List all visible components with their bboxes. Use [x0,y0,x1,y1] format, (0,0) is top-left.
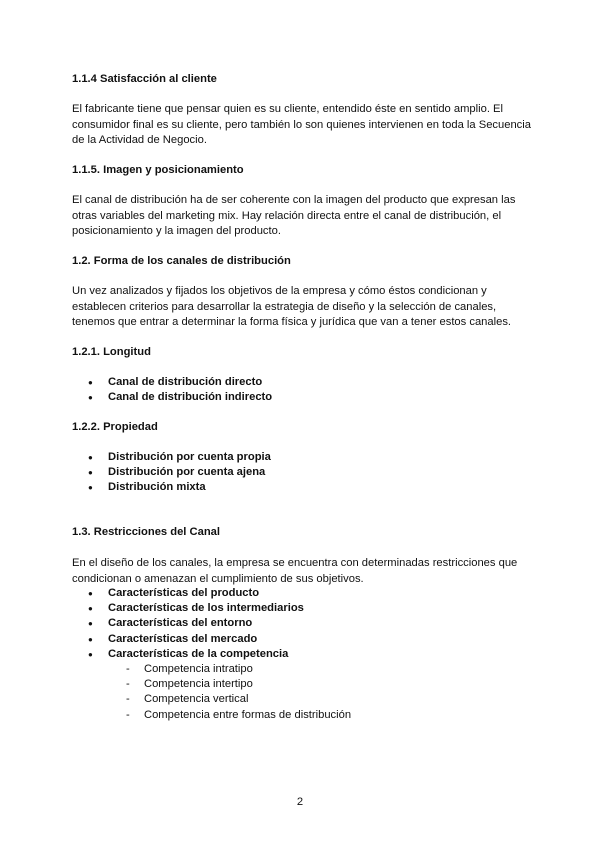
heading-1-1-4: 1.1.4 Satisfacción al cliente [72,73,217,85]
list-item: ● Características de los intermediarios [72,601,304,616]
heading-1-2-2: 1.2.2. Propiedad [72,421,158,433]
dash-list-competencia [72,662,351,723]
bullet-list-propiedad [72,450,271,496]
paragraph-1-3 [72,556,532,587]
list-item: ● Características de la competencia [72,647,304,662]
list-item: ● Distribución por cuenta propia [72,450,271,465]
list-item: ● Características del entorno [72,616,304,631]
paragraph-line: otras variables del marketing mix. Hay relación directa entre el canal de distribución, el [72,209,502,222]
paragraph-line: El canal de distribución ha de ser coherente con la imagen del producto que expresan las [72,194,516,206]
heading-1-2: 1.2. Forma de los canales de distribución [72,255,291,267]
sub-list-item: - Competencia intertipo [72,677,351,692]
sub-list-item: - Competencia vertical [72,692,351,707]
paragraph-line: posicionamiento y la imagen del producto. [72,225,281,237]
list-item: ● Distribución mixta [72,480,271,495]
paragraph-line: de la Actividad de Negocio. [72,134,207,146]
list-item: ● Características del mercado [72,632,304,647]
bullet-list-restricciones [72,586,304,662]
paragraph-line: En el diseño de los canales, la empresa se encuentra con determinadas restricciones que [72,557,518,569]
heading-1-2-1: 1.2.1. Longitud [72,346,151,358]
paragraph-line: establecen criterios para desarrollar la estrategia de diseño y la selección de canales, [72,300,497,313]
paragraph-line: El fabricante tiene que pensar quien es su cliente, entendido éste en sentido amplio. El [72,103,504,115]
list-item: ● Canal de distribución indirecto [72,390,272,405]
paragraph-line: consumidor final es su cliente, pero también lo son quienes intervienen en toda la Secuencia [72,118,531,131]
paragraph-line: Un vez analizados y fijados los objetivos de la empresa y cómo éstos condicionan y [72,285,487,297]
paragraph-1-1-5 [72,193,532,240]
sub-list-item: - Competencia entre formas de distribución [72,708,351,723]
heading-1-1-5: 1.1.5. Imagen y posicionamiento [72,164,244,176]
paragraph-1-1-4 [72,102,532,149]
heading-1-3: 1.3. Restricciones del Canal [72,526,220,538]
paragraph-line: tenemos que entrar a determinar la forma física y jurídica que van a tener estos canales. [72,316,512,328]
list-item: ● Distribución por cuenta ajena [72,465,271,480]
list-item: ● Canal de distribución directo [72,375,272,390]
paragraph-line: condicionan o amenazan el cumplimiento de sus objetivos. [72,572,364,585]
page-number: 2 [296,796,304,808]
sub-list-item: - Competencia intratipo [72,662,351,677]
bullet-list-longitud [72,375,272,405]
list-item: ● Características del producto [72,586,304,601]
paragraph-1-2 [72,284,532,331]
